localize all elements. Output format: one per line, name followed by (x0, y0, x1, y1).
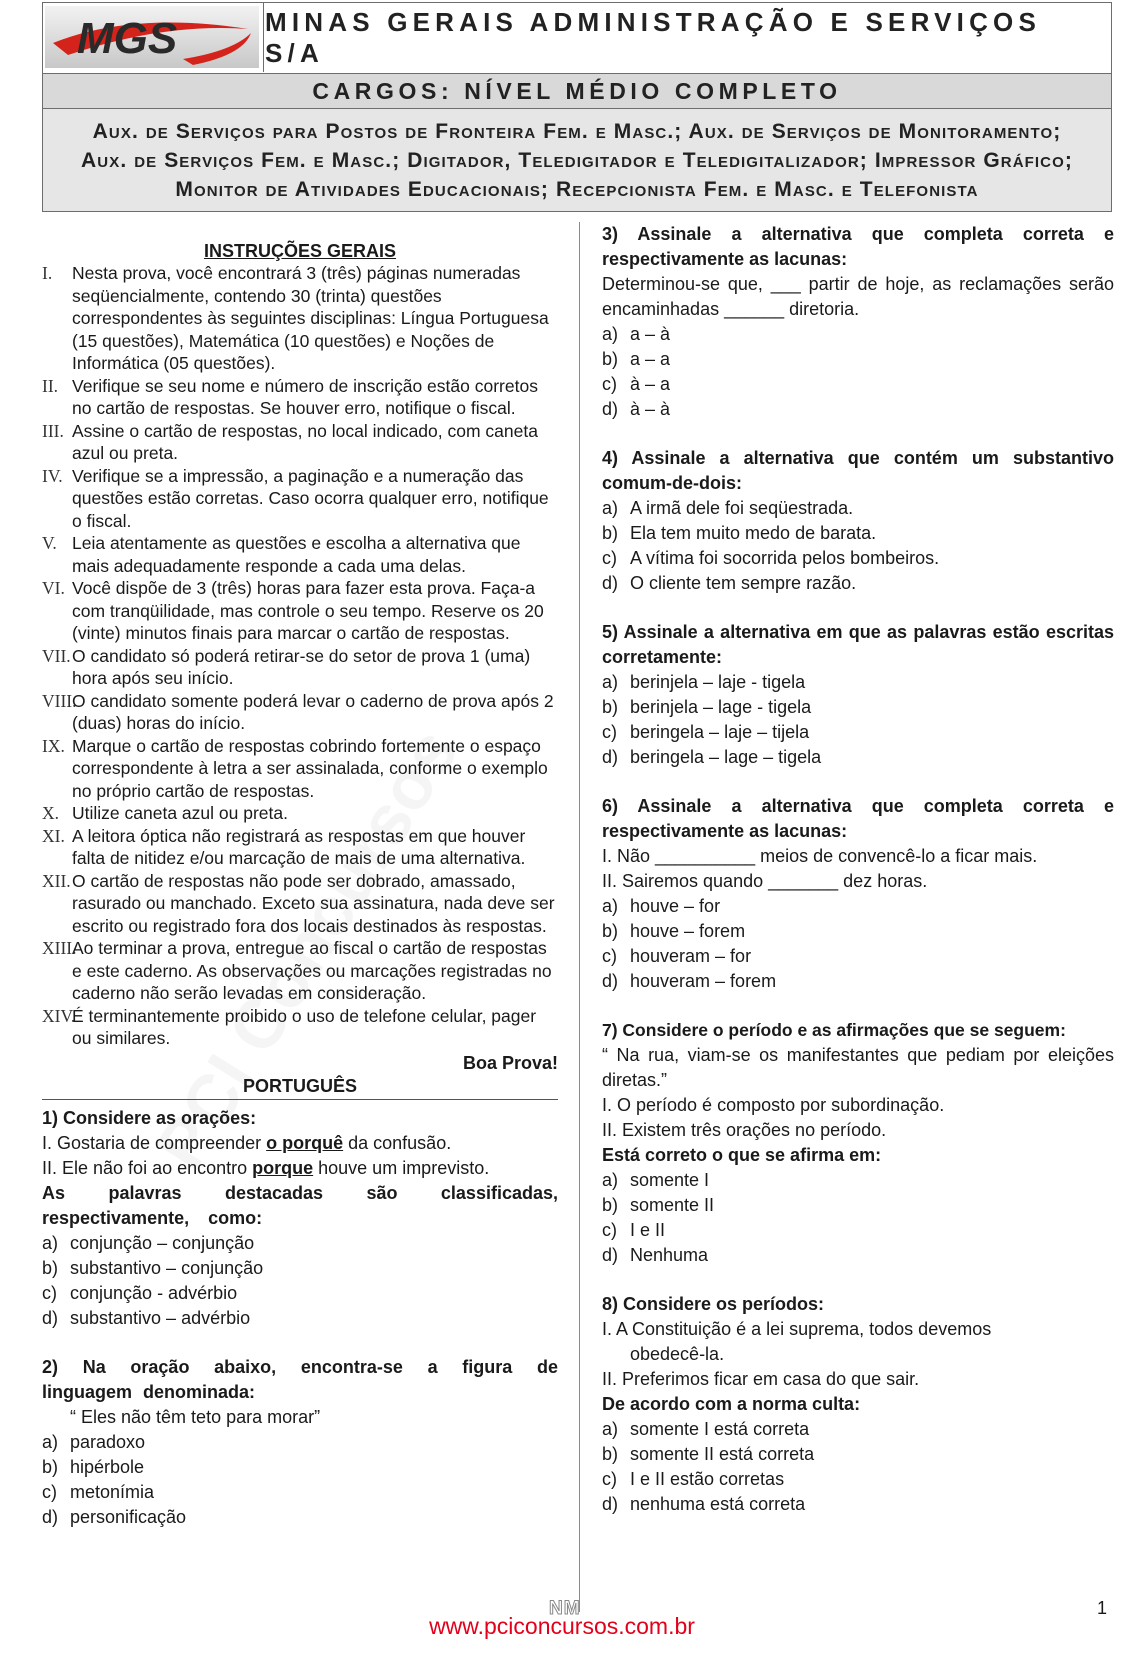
question-7 (602, 1018, 1114, 1268)
answer-option[interactable]: d) nenhuma está correta (602, 1494, 806, 1514)
statement-2: II. Preferimos ficar em casa do que sair. (602, 1369, 920, 1389)
answer-option[interactable]: d) O cliente tem sempre razão. (602, 573, 857, 593)
question-heading: 2) Na oração abaixo, encontra-se a figura de linguagem denominada: (42, 1356, 558, 1402)
statement-1: I. O período é composto por subordinação. (602, 1095, 945, 1115)
answer-option[interactable]: c) houveram – for (602, 946, 752, 966)
answer-option[interactable]: b) berinjela – lage - tigela (602, 697, 812, 717)
sentence-2: II. Sairemos quando _______ dez horas. (602, 871, 928, 891)
answer-option[interactable]: d) substantivo – advérbio (42, 1307, 251, 1328)
instruction-text: Nesta prova, você encontrará 3 (três) páginas numeradas seqüencialmente, contendo 30 (trinta) questões correspondentes às seguintes disciplinas: Língua Portuguesa (15 questões), Matemática (10 questões) e Noções de Informática (05 questões). (72, 263, 549, 374)
question-2 (42, 1355, 558, 1530)
question-6 (602, 794, 1114, 994)
question-stem: Está correto o que se afirma em: (602, 1145, 882, 1165)
instruction-text: Ao terminar a prova, entregue ao fiscal o cartão de respostas e este caderno. As observações ou marcações registradas no caderno não serão levadas em consideração. (72, 938, 552, 1004)
right-column (602, 222, 1114, 1517)
instruction-number: III. (42, 420, 64, 441)
instruction-text: A leitora óptica não registrará as respostas em que houver falta de nitidez e/ou marcação de mais de uma alternativa. (72, 825, 526, 869)
instruction-text: O candidato só poderá retirar-se do setor de prova 1 (uma) hora após seu início. (72, 645, 531, 689)
instruction-item (42, 870, 558, 938)
answer-option[interactable]: d) Nenhuma (602, 1245, 709, 1265)
question-heading: 1) Considere as orações: (42, 1107, 257, 1128)
question-heading: 4) Assinale a alternativa que contém um substantivo comum-de-dois: (602, 448, 1114, 493)
instruction-number: I. (42, 263, 53, 284)
answer-option[interactable]: a) paradoxo (42, 1431, 146, 1452)
answer-option[interactable]: a) conjunção – conjunção (42, 1232, 255, 1253)
answer-option[interactable]: b) substantivo – conjunção (42, 1257, 264, 1278)
answer-option[interactable]: b) somente II está correta (602, 1444, 815, 1464)
answer-option[interactable]: b) hipérbole (42, 1456, 145, 1477)
spacer (602, 770, 1114, 794)
instruction-text: Verifique se a impressão, a paginação e a numeração das questões estão corretas. Caso ocorra qualquer erro, notifique o fiscal. (72, 465, 549, 531)
question-heading: 6) Assinale a alternativa que completa correta e respectivamente as lacunas: (602, 796, 1114, 841)
instruction-number: VIII. (42, 690, 77, 711)
question-heading: 3) Assinale a alternativa que completa correta e respectivamente as lacunas: (602, 224, 1114, 269)
job-line: Aux. de Serviços Fem. e Masc.; Digitador, Teledigitador e Teledigitalizador; Impressor Gráfico; (81, 148, 1073, 172)
instruction-number: IX. (42, 735, 65, 756)
mgs-logo-graphic (43, 3, 261, 71)
quoted-sentence: “ Na rua, viam-se os manifestantes que pediam por eleições diretas.” (602, 1045, 1114, 1090)
instruction-text: O candidato somente poderá levar o caderno de prova após 2 (duas) horas do início. (72, 690, 554, 734)
cargos-title: CARGOS: NÍVEL MÉDIO COMPLETO (43, 73, 1111, 109)
instruction-item (42, 937, 558, 1005)
quoted-sentence: “ Eles não têm teto para morar” (70, 1406, 321, 1427)
instruction-text: Verifique se seu nome e número de inscrição estão corretos no cartão de respostas. Se houver erro, notifique o fiscal. (72, 375, 538, 419)
job-line: Monitor de Atividades Educacionais; Recepcionista Fem. e Masc. e Telefonista (175, 177, 979, 201)
question-stem: As palavras destacadas são classificadas, respectivamente, como: (42, 1182, 558, 1228)
answer-option[interactable]: a) berinjela – laje - tigela (602, 672, 806, 692)
exam-code: NM (549, 1598, 581, 1619)
instruction-item (42, 735, 558, 803)
exam-header (42, 2, 1112, 212)
answer-option[interactable]: c) I e II estão corretas (602, 1469, 785, 1489)
mgs-logo (43, 3, 264, 72)
instruction-item (42, 577, 558, 645)
instruction-item (42, 645, 558, 690)
sentence-2: II. Ele não foi ao encontro porque houve um imprevisto. (42, 1157, 490, 1178)
question-3 (602, 222, 1114, 422)
instruction-number: XIV. (42, 1005, 76, 1026)
answer-option[interactable]: a) houve – for (602, 896, 721, 916)
spacer (42, 1331, 558, 1355)
spacer (602, 422, 1114, 446)
instruction-number: XIII. (42, 938, 77, 959)
instruction-number: II. (42, 375, 59, 396)
column-divider (579, 222, 580, 1612)
answer-option[interactable]: c) conjunção - advérbio (42, 1282, 238, 1303)
answer-option[interactable]: b) houve – forem (602, 921, 746, 941)
section-title: PORTUGUÊS (42, 1075, 558, 1099)
header-top-row (43, 3, 1111, 73)
left-column (42, 222, 558, 1530)
highlighted-word: porque (252, 1157, 314, 1178)
source-url[interactable]: www.pciconcursos.com.br (429, 1613, 695, 1639)
answer-option[interactable]: c) A vítima foi socorrida pelos bombeiros. (602, 548, 940, 568)
instruction-number: VI. (42, 578, 65, 599)
question-8 (602, 1292, 1114, 1517)
answer-option[interactable]: a) somente I (602, 1170, 710, 1190)
sentence-1: I. Gostaria de compreender o porquê da confusão. (42, 1132, 452, 1153)
answer-option[interactable]: d) houveram – forem (602, 971, 777, 991)
answer-option[interactable]: c) à – a (602, 374, 671, 394)
answer-option[interactable]: d) personificação (42, 1506, 187, 1527)
instruction-item (42, 262, 558, 375)
job-line: Aux. de Serviços para Postos de Fronteira Fem. e Masc.; Aux. de Serviços de Monitoramento; (92, 119, 1062, 143)
question-heading: 8) Considere os períodos: (602, 1294, 825, 1314)
question-heading: 5) Assinale a alternativa em que as palavras estão escritas corretamente: (602, 622, 1114, 667)
question-4 (602, 446, 1114, 596)
answer-option[interactable]: a) a – à (602, 324, 671, 344)
statement-1-cont: obedecê-la. (630, 1344, 725, 1364)
question-stem: De acordo com a norma culta: (602, 1394, 861, 1414)
instruction-number: VII. (42, 645, 71, 666)
answer-option[interactable]: b) somente II (602, 1195, 715, 1215)
answer-option[interactable]: d) beringela – lage – tigela (602, 747, 822, 767)
job-list (43, 109, 1111, 211)
instruction-number: XII. (42, 870, 71, 891)
organization-name: MINAS GERAIS ADMINISTRAÇÃO E SERVIÇOS S/A (265, 6, 1042, 68)
instruction-item (42, 375, 558, 420)
instruction-text: O cartão de respostas não pode ser dobrado, amassado, rasurado ou manchado. Exceto sua assinatura, nada deve ser escrito ou registrado fora dos locais destinados às respostas. (72, 870, 555, 936)
answer-option[interactable]: c) metonímia (42, 1481, 155, 1502)
instruction-item (42, 532, 558, 577)
spacer (602, 596, 1114, 620)
sentence-1: I. Não __________ meios de convencê-lo a ficar mais. (602, 846, 1038, 866)
instruction-item (42, 802, 558, 825)
question-heading: 7) Considere o período e as afirmações que se seguem: (602, 1020, 1066, 1040)
logo-text: MGS (77, 14, 178, 63)
instruction-text: Assine o cartão de respostas, no local indicado, com caneta azul ou preta. (72, 420, 538, 464)
boa-prova: Boa Prova! (462, 1052, 558, 1073)
instruction-item (42, 465, 558, 533)
instruction-text: Leia atentamente as questões e escolha a alternativa que mais adequadamente responde a cada uma delas. (72, 533, 521, 576)
instruction-number: V. (42, 533, 57, 554)
spacer (602, 1268, 1114, 1292)
answer-option[interactable]: d) à – à (602, 399, 671, 419)
question-5 (602, 620, 1114, 770)
highlighted-word: o porquê (266, 1132, 344, 1153)
instructions-title: INSTRUÇÕES GERAIS (203, 241, 397, 261)
instruction-item (42, 825, 558, 870)
instruction-number: IV. (42, 465, 63, 486)
answer-option[interactable]: b) a – a (602, 349, 671, 369)
question-1 (42, 1106, 558, 1331)
answer-option[interactable]: a) A irmã dele foi seqüestrada. (602, 498, 854, 518)
statement-2: II. Existem três orações no período. (602, 1120, 887, 1140)
answer-option[interactable]: a) somente I está correta (602, 1419, 810, 1439)
instruction-text: É terminantemente proibido o uso de telefone celular, pager ou similares. (72, 1005, 537, 1049)
statement-1: I. A Constituição é a lei suprema, todos devemos (602, 1319, 992, 1339)
instruction-number: X. (42, 803, 60, 824)
instruction-item (42, 690, 558, 735)
instruction-number: XI. (42, 825, 65, 846)
question-text: Determinou-se que, ___ partir de hoje, as reclamações serão encaminhadas ______ diretoria. (602, 274, 1114, 319)
page-number: 1 (1097, 1598, 1108, 1618)
instruction-item (42, 1005, 558, 1050)
answer-option[interactable]: b) Ela tem muito medo de barata. (602, 523, 877, 543)
answer-option[interactable]: c) beringela – laje – tijela (602, 722, 810, 742)
answer-option[interactable]: c) I e II (602, 1220, 666, 1240)
instruction-text: Você dispõe de 3 (três) horas para fazer esta prova. Faça-a com tranqüilidade, mas controle o seu tempo. Reserve os 20 (vinte) minutos finais para marcar o cartão de respostas. (72, 578, 544, 644)
instruction-text: Marque o cartão de respostas cobrindo fortemente o espaço correspondente à letra a ser assinalada, conforme o exemplo no próprio cartão de respostas. (72, 735, 548, 801)
instruction-item (42, 420, 558, 465)
instruction-text: Utilize caneta azul ou preta. (72, 803, 288, 824)
spacer (602, 994, 1114, 1018)
